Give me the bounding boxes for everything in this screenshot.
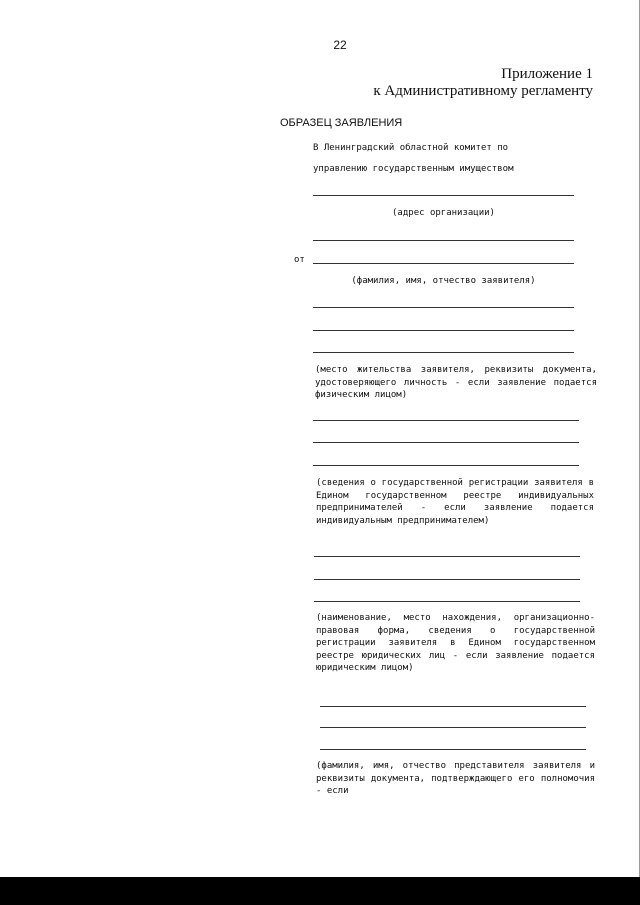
representative-caption: (фамилия, имя, отчество представителя заявителя и реквизиты документа, подтверждающего его полномочия - если bbox=[316, 761, 595, 796]
appendix-reference: к Административному регламенту bbox=[373, 83, 593, 99]
addressee-line-2: управлению государственным имуществом bbox=[313, 164, 514, 174]
blank-line bbox=[313, 352, 574, 353]
individual-caption: (место жительства заявителя, реквизиты документа, удостоверяющего личность - если заявление подается физическим лицом) bbox=[315, 365, 597, 400]
addressee-line-1: В Ленинградский областной комитет по bbox=[313, 143, 509, 153]
blank-line bbox=[320, 749, 586, 750]
entrepreneur-caption: (сведения о государственной регистрации заявителя в Едином государственном реестре индивидуальных предпринимателей - если заявление подается индивидуальным предпринимателем) bbox=[316, 478, 594, 526]
applicant-name-caption: (фамилия, имя, отчество заявителя) bbox=[351, 276, 536, 286]
blank-line bbox=[313, 307, 574, 308]
blank-line bbox=[313, 442, 579, 443]
address-caption: (адрес организации) bbox=[392, 208, 495, 218]
address-blank-line-2 bbox=[313, 240, 574, 241]
from-label: от bbox=[294, 255, 305, 265]
blank-line bbox=[313, 330, 574, 331]
blank-line bbox=[320, 727, 586, 728]
blank-line bbox=[314, 579, 580, 580]
address-blank-line bbox=[313, 195, 574, 196]
blank-line bbox=[314, 601, 580, 602]
blank-line bbox=[313, 420, 579, 421]
document-title: ОБРАЗЕЦ ЗАЯВЛЕНИЯ bbox=[280, 117, 403, 129]
blank-line bbox=[313, 465, 579, 466]
applicant-name-line bbox=[313, 263, 574, 264]
appendix-label: Приложение 1 bbox=[501, 66, 593, 82]
blank-line bbox=[314, 556, 580, 557]
scan-bottom-border bbox=[0, 877, 640, 905]
legal-entity-caption: (наименование, место нахождения, организационно-правовая форма, сведения о государственной регистрации заявителя в Едином государственном реестре юридических лиц - если заявление подается юридическим лицом) bbox=[316, 613, 595, 673]
blank-line bbox=[320, 706, 586, 707]
page-number: 22 bbox=[333, 38, 347, 52]
